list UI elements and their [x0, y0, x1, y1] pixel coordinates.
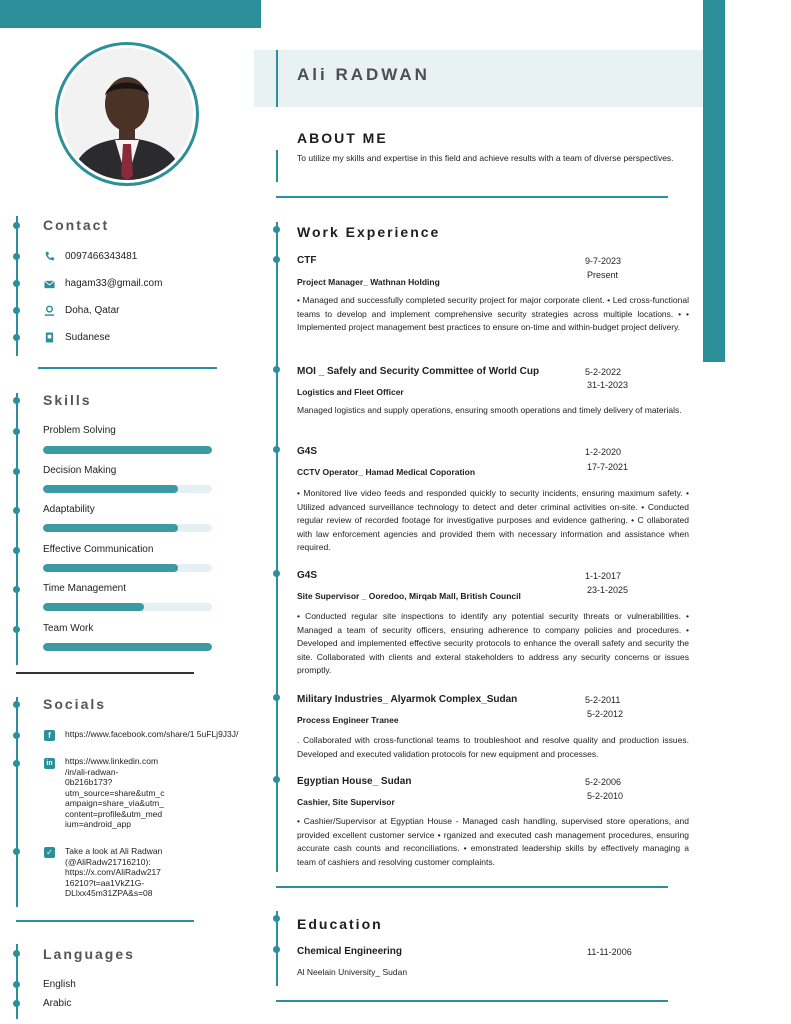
contact-location: Doha, Qatar	[65, 305, 120, 316]
skill-bar-track	[43, 446, 212, 454]
social-twitter-link[interactable]: Take a look at Ali Radwan (@AliRadw21716210): https://x.com/AliRadw217 16210?t=aa1VkZ1G- DLlxx45m31ZPA&s=08	[65, 846, 163, 898]
about-title: ABOUT ME	[297, 130, 388, 146]
timeline-dot	[13, 334, 20, 341]
timeline-dot	[273, 694, 280, 701]
timeline-dot	[13, 732, 20, 739]
timeline-dot	[13, 397, 20, 404]
job-role: CCTV Operator_ Hamad Medical Coporation	[297, 467, 476, 477]
job-end-date: 31-1-2023	[587, 380, 629, 390]
timeline-dot	[13, 468, 20, 475]
social-facebook-link[interactable]: https://www.facebook.com/share/1 5uFLj9J3J/	[65, 729, 239, 739]
socials-divider	[16, 920, 194, 922]
skill-bar-fill	[43, 446, 212, 454]
job-company: MOI _ Safely and Security Committee of World Cup	[297, 366, 540, 377]
skill-bar-track	[43, 643, 212, 651]
contact-title: Contact	[43, 217, 110, 233]
job-start-date: 9-7-2023	[585, 256, 622, 266]
timeline-dot	[13, 586, 20, 593]
job-company: G4S	[297, 446, 318, 457]
skill-bar-track	[43, 603, 212, 611]
skill-bar-fill	[43, 485, 178, 493]
contact-divider	[38, 367, 217, 369]
top-accent-band	[0, 0, 261, 28]
work-timeline	[276, 222, 278, 872]
job-company: G4S	[297, 570, 318, 581]
contact-phone[interactable]: 0097466343481	[65, 251, 138, 262]
timeline-dot	[13, 950, 20, 957]
person-silhouette-icon	[61, 48, 193, 180]
skill-bar-fill	[43, 524, 178, 532]
skill-label: Effective Communication	[43, 544, 154, 555]
phone-icon	[44, 251, 55, 262]
timeline-dot	[13, 626, 20, 633]
contact-nationality: Sudanese	[65, 332, 111, 343]
job-role: Project Manager_ Wathnan Holding	[297, 277, 440, 287]
work-divider	[276, 886, 668, 888]
timeline-dot	[13, 547, 20, 554]
skills-title: Skills	[43, 392, 92, 408]
location-icon	[44, 305, 55, 316]
job-start-date: 5-2-2011	[585, 695, 621, 705]
socials-title: Socials	[43, 696, 107, 712]
education-divider	[276, 1000, 668, 1002]
job-role: Cashier, Site Supervisor	[297, 797, 395, 807]
contact-email[interactable]: hagam33@gmail.com	[65, 278, 163, 289]
job-end-date: 17-7-2021	[587, 462, 629, 472]
timeline-dot	[13, 428, 20, 435]
social-linkedin-link[interactable]: https://www.linkedin.com /in/ali-radwan- 0b216b173? utm_source=share&utm_c ampaign=share_via&utm_ content=profile&utm_med ium=android_app	[65, 756, 165, 829]
timeline-dot	[13, 507, 20, 514]
job-description: • Conducted regular site inspections to identify any potential security threats or vulnerabilities. • Managed a team of security officers, ensuring adherence to company policies and procedures. • Developed and implemented effective security protocols to enhance the overall safety and security the site. Collaborated with clients and exteral stakeholders to address any security concerns or issues promptly.	[297, 611, 689, 676]
skill-bar-fill	[43, 564, 178, 572]
languages-title: Languages	[43, 946, 135, 962]
job-description: . Collaborated with cross-functional teams to troubleshoot and resolve quality and production issues. Developed and executed validation protocols for new equipment and processes.	[297, 735, 689, 759]
name-accent-mark	[276, 50, 278, 107]
about-accent-line	[276, 150, 278, 182]
job-description: • Cashier/Supervisor at Egyptian House - Managed cash handling, supervised store operations, and provided excellent customer service • rganized and executed cash management procedures, ensuring accurate cash counts and reconciliations. • emonstrated leadership skills by effectively managing a team of cashiers and resolving customer complaints.	[297, 816, 689, 867]
nationality-icon	[44, 332, 55, 343]
candidate-name: Ali RADWAN	[297, 65, 430, 84]
job-company: CTF	[297, 255, 317, 266]
job-start-date: 5-2-2022	[585, 367, 622, 377]
timeline-dot	[273, 446, 280, 453]
timeline-dot	[13, 280, 20, 287]
job-description: • Managed and successfully completed security project for major corporate client. • Led cross-functional teams to develop and implement comprehensive security strategies across multiple locations. • • Implemented project management best practices to ensure on-time and within-budget project delivery.	[297, 295, 689, 333]
skill-label: Time Management	[43, 583, 126, 594]
timeline-dot	[273, 946, 280, 953]
education-school: Al Neelain University_ Sudan	[297, 967, 408, 977]
timeline-dot	[13, 701, 20, 708]
timeline-dot	[13, 307, 20, 314]
timeline-dot	[13, 848, 20, 855]
linkedin-icon: in	[44, 758, 55, 769]
education-title: Education	[297, 916, 383, 932]
skill-bar-track	[43, 485, 212, 493]
skill-label: Team Work	[43, 623, 94, 634]
job-end-date: Present	[587, 270, 619, 280]
job-company: Egyptian House_ Sudan	[297, 776, 412, 787]
socials-timeline	[16, 697, 18, 907]
job-end-date: 23-1-2025	[587, 585, 629, 595]
job-role: Site Supervisor _ Ooredoo, Mirqab Mall, British Council	[297, 591, 521, 601]
skill-bar-fill	[43, 603, 144, 611]
timeline-dot	[273, 776, 280, 783]
skill-bar-track	[43, 524, 212, 532]
language-item: Arabic	[43, 998, 72, 1009]
twitter-icon: ✓	[44, 847, 55, 858]
job-description: Managed logistics and supply operations, ensuring smooth operations and timely delivery of materials.	[297, 405, 682, 415]
job-start-date: 1-2-2020	[585, 447, 622, 457]
job-description: • Monitored live video feeds and responded quickly to security incidents, ensuring maximum safety. • Utilized advanced surveillance technology to detect and deter criminal activities on-site. • Conducted regular review of recorded footage for investigative purposes and evidence gathering. • C ollaborated with law enforcement agencies and provided them with necessary information and assistance when required.	[297, 488, 689, 553]
education-date: 11-11-2006	[587, 947, 632, 957]
right-accent-band	[703, 0, 725, 362]
timeline-dot	[273, 226, 280, 233]
about-divider	[276, 196, 668, 198]
skill-bar-track	[43, 564, 212, 572]
job-company: Military Industries_ Alyarmok Complex_Sudan	[297, 694, 518, 705]
timeline-dot	[273, 915, 280, 922]
job-start-date: 1-1-2017	[585, 571, 622, 581]
facebook-icon: f	[44, 730, 55, 741]
job-start-date: 5-2-2006	[585, 777, 622, 787]
timeline-dot	[13, 981, 20, 988]
work-title: Work Experience	[297, 224, 441, 240]
timeline-dot	[13, 760, 20, 767]
timeline-dot	[13, 222, 20, 229]
skills-divider	[16, 672, 194, 674]
education-degree: Chemical Engineering	[297, 946, 403, 957]
avatar-photo	[61, 48, 193, 180]
about-text: To utilize my skills and expertise in this field and achieve results with a team of diverse perspectives.	[297, 153, 674, 163]
skill-bar-fill	[43, 643, 212, 651]
job-end-date: 5-2-2010	[587, 791, 624, 801]
language-item: English	[43, 979, 76, 990]
timeline-dot	[273, 256, 280, 263]
skill-label: Problem Solving	[43, 425, 116, 436]
job-role: Process Engineer Tranee	[297, 715, 399, 725]
job-end-date: 5-2-2012	[587, 709, 624, 719]
skill-label: Decision Making	[43, 465, 117, 476]
skill-label: Adaptability	[43, 504, 95, 515]
timeline-dot	[273, 366, 280, 373]
timeline-dot	[13, 1000, 20, 1007]
job-role: Logistics and Fleet Officer	[297, 387, 404, 397]
avatar	[55, 42, 199, 186]
timeline-dot	[273, 570, 280, 577]
email-icon	[44, 279, 55, 290]
timeline-dot	[13, 253, 20, 260]
